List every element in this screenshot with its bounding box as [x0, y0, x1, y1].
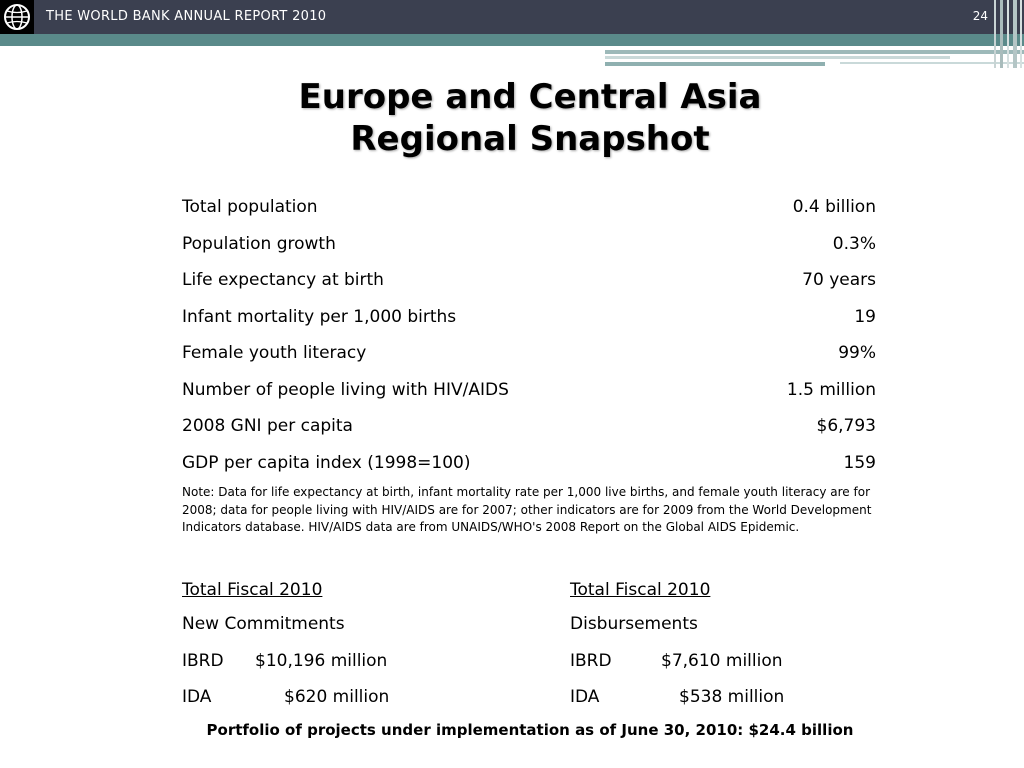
disbursements-ibrd — [570, 649, 784, 685]
disbursements-block — [570, 578, 784, 721]
slide-title — [0, 76, 1024, 160]
stat-value: 0.3% — [832, 233, 876, 254]
decor-line — [1013, 0, 1017, 68]
stat-row — [182, 305, 876, 342]
decor-line — [1020, 0, 1022, 68]
decor-stripe — [605, 62, 825, 66]
ida-label: IDA — [182, 687, 212, 707]
page-number: 24 — [972, 9, 988, 23]
commitments-title: Total Fiscal 2010 — [182, 580, 323, 600]
disbursements-title: Total Fiscal 2010 — [570, 580, 711, 600]
decor-line — [1007, 0, 1009, 68]
stat-label: Female youth literacy — [182, 343, 367, 363]
ibrd-label: IBRD — [570, 651, 612, 671]
decor-line — [994, 0, 996, 68]
ida-label: IDA — [570, 687, 600, 707]
world-bank-globe-icon — [3, 3, 31, 31]
portfolio-summary: Portfolio of projects under implementation as of June 30, 2010: $24.4 billion — [206, 721, 854, 739]
stat-label: 2008 GNI per capita — [182, 416, 353, 436]
disbursements-subtitle: Disbursements — [570, 614, 698, 634]
stat-value: $6,793 — [816, 416, 876, 436]
logo — [0, 0, 34, 34]
ibrd-value: $10,196 million — [255, 651, 388, 671]
stat-row — [182, 451, 876, 488]
stat-row — [182, 378, 876, 415]
stat-row — [182, 341, 876, 378]
stat-label: Infant mortality per 1,000 births — [182, 306, 457, 327]
report-title: THE WORLD BANK ANNUAL REPORT 2010 — [46, 9, 327, 24]
header-bar — [0, 0, 1024, 34]
decor-line — [1000, 0, 1003, 68]
stat-value: 70 years — [802, 270, 876, 290]
stat-label: Number of people living with HIV/AIDS — [182, 379, 509, 400]
stats-table — [182, 195, 876, 487]
commitments-ibrd — [182, 649, 389, 685]
stat-label: Life expectancy at birth — [182, 270, 384, 290]
ida-value: $538 million — [679, 687, 785, 707]
disbursements-ida — [570, 685, 784, 721]
stat-row — [182, 195, 876, 232]
decor-stripe — [605, 56, 950, 59]
decor-stripe — [840, 62, 1024, 64]
stat-value: 99% — [838, 343, 876, 363]
stat-row — [182, 232, 876, 269]
decor-stripe — [605, 50, 1024, 54]
stat-value: 159 — [843, 452, 876, 473]
stat-row — [182, 268, 876, 305]
title-line-1: Europe and Central Asia — [298, 77, 762, 117]
stat-label: GDP per capita index (1998=100) — [182, 452, 471, 473]
data-note: Note: Data for life expectancy at birth, infant mortality rate per 1,000 live births, and female youth literacy are for 2008; data for people living with HIV/AIDS are for 2007; other indicators are for 2009 from the World Development Indicators database. HIV/AIDS data are from UNAIDS/WHO's 2008 Report on the Global AIDS Epidemic. — [182, 485, 872, 534]
stat-row — [182, 414, 876, 451]
title-line-2: Regional Snapshot — [350, 119, 710, 159]
stat-value: 0.4 billion — [792, 197, 876, 217]
commitments-ida — [182, 685, 389, 721]
stat-label: Total population — [182, 197, 318, 217]
teal-band — [0, 34, 1024, 46]
commitments-block — [182, 578, 389, 721]
stat-value: 19 — [854, 306, 876, 327]
stat-value: 1.5 million — [786, 379, 876, 400]
ibrd-label: IBRD — [182, 651, 224, 671]
ibrd-value: $7,610 million — [661, 651, 783, 671]
ida-value: $620 million — [284, 687, 390, 707]
stat-label: Population growth — [182, 233, 336, 254]
commitments-subtitle: New Commitments — [182, 614, 345, 634]
